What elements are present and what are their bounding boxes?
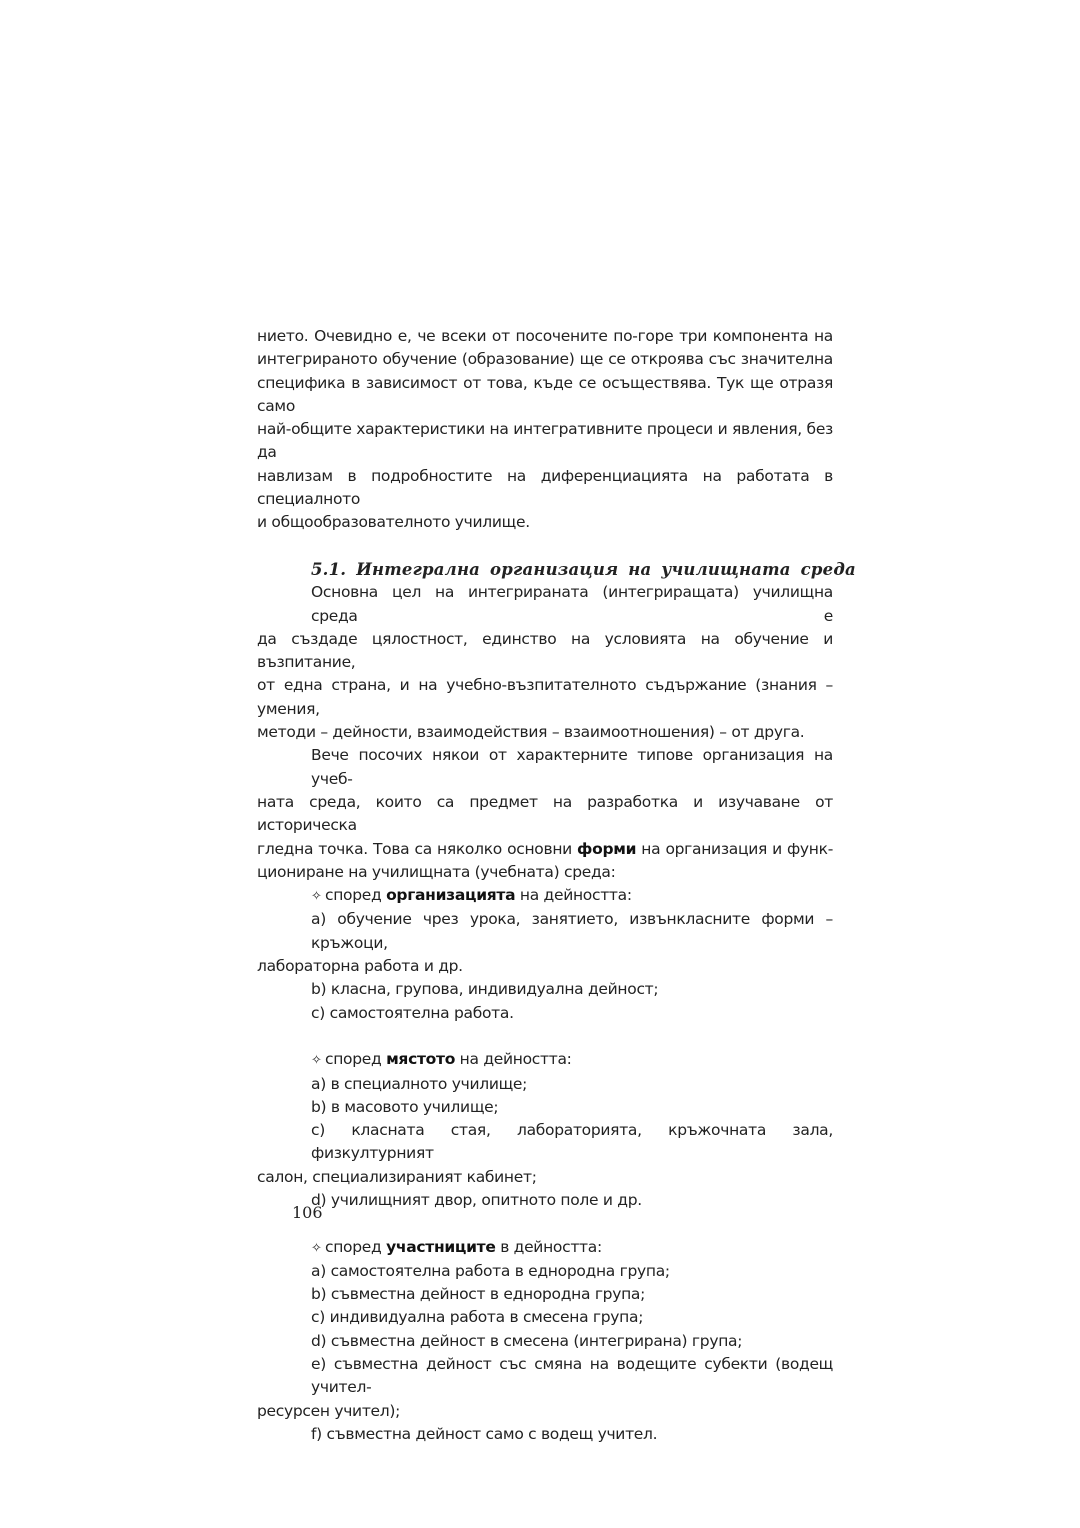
list-item-continuation: салон, специализираният кабинет; xyxy=(257,1167,537,1186)
group-2-tail: на дейността: xyxy=(455,1050,572,1069)
paragraph-2-line-3: от една страна, и на учебно-възпитателното съдържание (знания – умения, xyxy=(257,676,833,718)
list-item: c) индивидуална работа в смесена група; xyxy=(311,1308,644,1327)
group-2-bold: мястото xyxy=(386,1050,456,1069)
paragraph-3-line-1: Вече посочих някои от характерните типове организация на учеб- xyxy=(311,746,833,788)
page-body xyxy=(257,325,856,1446)
list-item: c) класната стая, лабораторията, кръжочната зала, физкултурният xyxy=(311,1121,833,1163)
group-1-lead: според xyxy=(325,886,387,905)
paragraph-1-line-5: навлизам в подробностите на диференциацията на работата в специалното xyxy=(257,466,833,509)
list-item: c) самостоятелна работа. xyxy=(311,1003,514,1022)
paragraph-1-line-3: специфика в зависимост от това, къде се осъществява. Тук ще отразя само xyxy=(257,373,833,415)
group-3-lead: според xyxy=(325,1237,387,1256)
paragraph-1-line-1: нието. Очевидно е, че всеки от посочените по-горе три компонента на xyxy=(257,327,833,345)
paragraph-3-line-3-end: на организация и функ- xyxy=(636,839,833,858)
list-item: a) в специалното училище; xyxy=(311,1074,528,1093)
paragraph-3-line-3 xyxy=(257,838,833,861)
list-item-continuation: ресурсен учител); xyxy=(257,1401,401,1420)
paragraph-2-line-4: методи – дейности, взаимодействия – взаимоотношения) – от друга. xyxy=(257,723,805,742)
list-group-place xyxy=(257,1048,833,1072)
paragraph-1-line-4: най-общите характеристики на интегративните процеси и явления, без да xyxy=(257,420,833,462)
list-item: b) класна, групова, индивидуална дейност; xyxy=(311,980,659,999)
section-heading: 5.1. Интегрална организация на училищната среда xyxy=(311,559,856,579)
list-item: d) училищният двор, опитното поле и др. xyxy=(311,1190,642,1209)
list-item: f) съвместна дейност само с водещ учител. xyxy=(311,1424,658,1443)
list-item: a) обучение чрез урока, занятието, извънкласните форми – кръжоци, xyxy=(311,910,833,952)
paragraph-3-line-3-start: гледна точка. Това са няколко основни xyxy=(257,839,578,858)
paragraph-3-line-4: циониране на училищната (учебната) среда: xyxy=(257,862,616,881)
list-item: b) съвместна дейност в еднородна група; xyxy=(311,1285,646,1304)
list-group-participants xyxy=(257,1236,833,1260)
sparkle-bullet-icon: ✧ xyxy=(311,889,322,905)
list-group-organization xyxy=(257,884,833,908)
list-item: a) самостоятелна работа в еднородна група; xyxy=(311,1261,670,1280)
group-2-lead: според xyxy=(325,1050,387,1069)
group-3-bold: участниците xyxy=(386,1237,496,1256)
paragraph-3-line-2: ната среда, които са предмет на разработка и изучаване от историческа xyxy=(257,792,833,835)
sparkle-bullet-icon: ✧ xyxy=(311,1053,322,1069)
paragraph-1-line-2: интегрираното обучение (образование) ще се откроява със значителна xyxy=(257,350,833,369)
paragraph-2-line-1: Основна цел на интегрираната (интегриращата) училищна среда е xyxy=(311,583,833,625)
paragraph-1-line-6: и общообразователното училище. xyxy=(257,513,530,532)
list-item: b) в масовото училище; xyxy=(311,1097,499,1116)
group-1-tail: на дейността: xyxy=(515,886,632,905)
group-3-tail: в дейността: xyxy=(495,1237,602,1256)
list-item-continuation: лабораторна работа и др. xyxy=(257,957,463,976)
sparkle-bullet-icon: ✧ xyxy=(311,1240,322,1256)
group-1-bold: организацията xyxy=(386,886,516,905)
paragraph-3-bold-forms: форми xyxy=(577,839,637,858)
list-item: d) съвместна дейност в смесена (интегрирана) група; xyxy=(311,1331,743,1350)
page-number: 106 xyxy=(292,1203,323,1222)
list-item: e) съвместна дейност със смяна на водещите субекти (водещ учител- xyxy=(311,1355,833,1397)
paragraph-2-line-2: да създаде цялостност, единство на условията на обучение и възпитание, xyxy=(257,629,833,672)
